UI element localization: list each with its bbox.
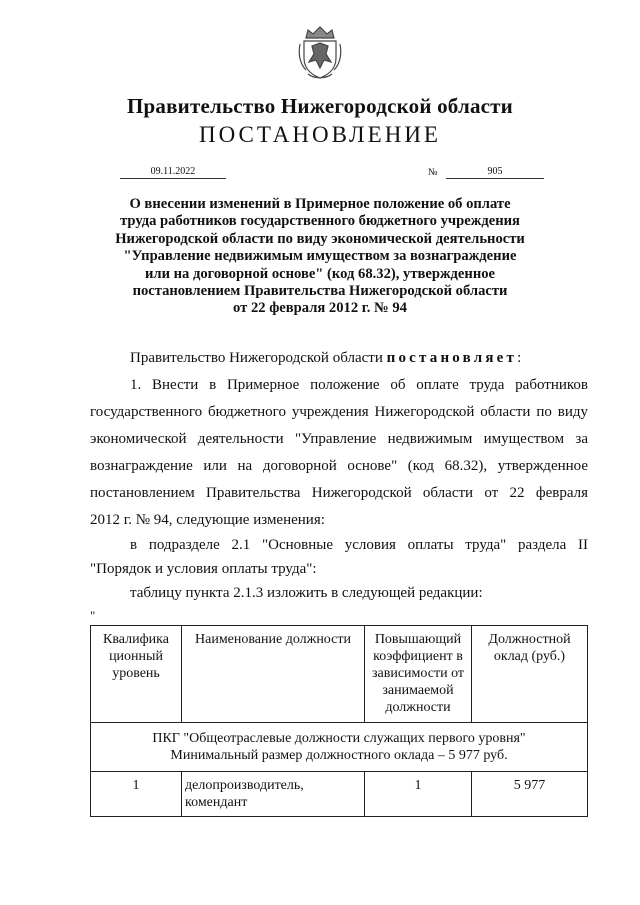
number-label: № bbox=[428, 167, 438, 178]
header-position-name: Наименование должности bbox=[182, 626, 365, 723]
subject-line: от 22 февраля 2012 г. № 94 bbox=[233, 300, 407, 317]
document-subject bbox=[100, 196, 540, 318]
paragraph-1-line: 1. Внести в Примерное положение об оплате труда работников bbox=[130, 377, 588, 393]
header-salary: Должностной оклад (руб.) bbox=[472, 626, 588, 723]
subject-line: труда работников государственного бюджетного учреждения bbox=[120, 213, 520, 230]
government-name: Правительство Нижегородской области bbox=[127, 94, 513, 118]
intro-emphasis: постановляет bbox=[386, 350, 518, 366]
document-type: ПОСТАНОВЛЕНИЕ bbox=[199, 122, 441, 147]
subject-line: О внесении изменений в Примерное положение об оплате bbox=[129, 196, 511, 212]
header-qualification-level: Квалифика ционный уровень bbox=[91, 626, 182, 723]
group-title: ПКГ "Общеотраслевые должности служащих первого уровня" bbox=[152, 731, 526, 746]
subject-line: постановлением Правительства Нижегородской области bbox=[132, 283, 508, 300]
paragraph-1-line: 2012 г. № 94, следующие изменения: bbox=[90, 512, 325, 528]
cell-coefficient: 1 bbox=[365, 772, 472, 817]
document-number: 905 bbox=[446, 166, 544, 179]
paragraph-3: таблицу пункта 2.1.3 изложить в следующей редакции: bbox=[130, 585, 483, 601]
group-min-salary: Минимальный размер должностного оклада – 5 977 руб. bbox=[170, 748, 508, 763]
subject-line: Нижегородской области по виду экономической деятельности bbox=[115, 230, 525, 247]
table-header-row bbox=[91, 626, 588, 723]
group-caption bbox=[91, 723, 588, 772]
paragraph-1-line: экономической деятельности "Управление недвижимым имуществом за bbox=[90, 431, 588, 447]
paragraph-1-line: постановлением Правительства Нижегородской области от 22 февраля bbox=[90, 485, 588, 501]
cell-salary: 5 977 bbox=[472, 772, 588, 817]
subject-line: "Управление недвижимым имуществом за вознаграждение bbox=[123, 248, 517, 265]
cell-positions: делопроизводитель, комендант bbox=[182, 772, 365, 817]
document-date: 09.11.2022 bbox=[120, 166, 226, 179]
intro-text: Правительство Нижегородской области bbox=[130, 350, 383, 366]
paragraph-1-line: вознаграждение или на договорной основе" (код 68.32), утвержденное bbox=[90, 458, 588, 474]
header-coefficient: Повышающий коэффициент в зависимости от занимаемой должности bbox=[365, 626, 472, 723]
cell-level: 1 bbox=[91, 772, 182, 817]
paragraph-2-line: в подразделе 2.1 "Основные условия оплаты труда" раздела II bbox=[130, 537, 588, 553]
table-group-row bbox=[91, 723, 588, 772]
table-row bbox=[91, 772, 588, 817]
resolution-intro bbox=[130, 350, 521, 367]
paragraph-1-line: государственного бюджетного учреждения Нижегородской области по виду bbox=[90, 404, 588, 420]
coat-of-arms-emblem bbox=[298, 24, 342, 80]
opening-quote: " bbox=[90, 608, 96, 623]
intro-colon: : bbox=[517, 350, 522, 366]
paragraph-2-line: "Порядок и условия оплаты труда": bbox=[90, 561, 317, 577]
subject-line: или на договорной основе" (код 68.32), утвержденное bbox=[144, 265, 495, 282]
salary-table bbox=[90, 625, 588, 817]
